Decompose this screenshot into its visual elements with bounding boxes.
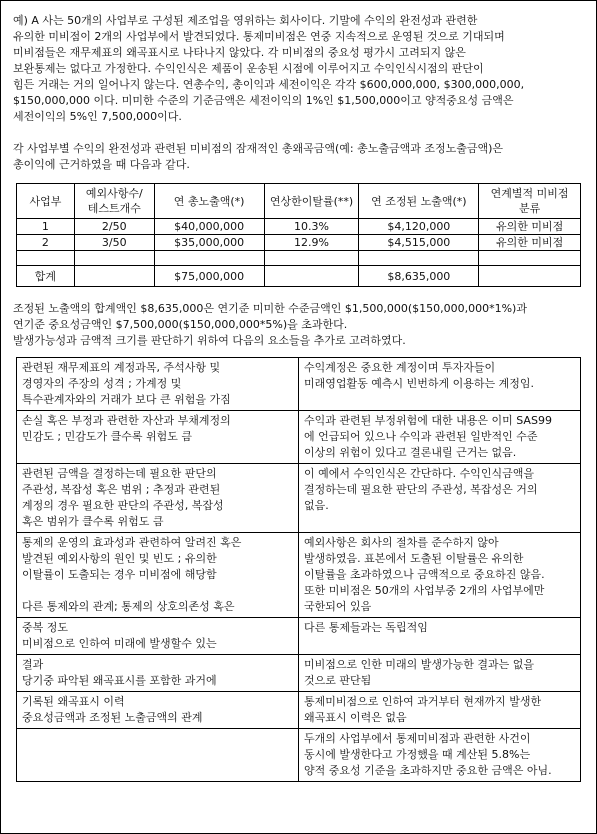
factor-line: 국한되어 있음 [304, 600, 372, 613]
column-header-line: 연 조정된 노출액(*) [371, 194, 467, 208]
factor-line: 미비점으로 인하여 미래에 발생할수 있는 [22, 637, 217, 650]
factor-line: 에 언급되어 있으나 수익과 관련된 일반적인 수준 [304, 430, 538, 443]
table-cell [264, 266, 359, 287]
factor-line: 기록된 왜곡표시 이력 [22, 695, 125, 708]
intro-line: $150,000,000 이다. 미미한 수준의 기준금액은 세전이익의 1%인 $1,500,000이고 양적중요성 금액은 [13, 94, 514, 107]
factor-assessment [299, 655, 581, 692]
column-header [359, 184, 479, 219]
factor-line: 미비점으로 인한 미래의 발생가능한 결과는 없을 [304, 658, 535, 671]
factor-assessment [299, 692, 581, 729]
table-cell: $40,000,000 [154, 219, 264, 235]
factor-assessment [299, 729, 581, 782]
intro-line: 예) A 사는 50개의 사업부로 구성된 제조업을 영위하는 회사이다. 기말에 수익의 완전성과 관련한 [13, 14, 478, 27]
factor-line: 또한 미비점은 50개의 사업부중 2개의 사업부에만 [304, 584, 545, 597]
factor-description [17, 618, 299, 655]
factor-line: 관련된 금액을 결정하는데 필요한 판단의 [22, 467, 217, 480]
table-cell [74, 266, 154, 287]
factor-line: 당기중 파악된 왜곡표시를 포함한 과거에 [22, 674, 217, 687]
conclusion-line: 연기준 중요성금액인 $7,500,000($150,000,000*5%)을 초과한다. [13, 318, 348, 331]
column-header-line: 테스트개수 [87, 202, 141, 215]
column-header [154, 184, 264, 219]
table-cell: 2/50 [74, 219, 154, 235]
factor-description [17, 729, 299, 782]
table-cell: 1 [17, 219, 75, 235]
factor-line: 왜곡표시 이력은 없음 [304, 711, 407, 724]
factor-line: 없음. [304, 499, 329, 512]
column-header-line: 분류 [518, 202, 541, 215]
column-header-line: 예외사항수/ [85, 187, 143, 200]
intro-line: 유의한 미비점이 2개의 사업부에서 발견되었다. 통제미비점은 연중 지속적으로 운영된 것으로 기대되며 [13, 30, 505, 43]
factor-assessment [299, 464, 581, 533]
factor-description [17, 533, 299, 618]
empty-row [17, 251, 581, 266]
table-cell: 12.9% [264, 235, 359, 251]
factor-line: 예외사항은 회사의 절차를 준수하지 않아 [304, 536, 499, 549]
table-cell: 3/50 [74, 235, 154, 251]
column-header-line: 연계별적 미비점 [490, 187, 569, 200]
table-cell [264, 251, 359, 266]
total-row [17, 266, 581, 287]
factor-description [17, 358, 299, 411]
table-cell: $4,515,000 [359, 235, 479, 251]
factor-description [17, 411, 299, 464]
table-cell [359, 251, 479, 266]
factor-row [17, 358, 581, 411]
factor-line: 다른 통제와의 관계; 통제의 상호의존성 혹은 [22, 600, 235, 613]
factor-line: 민감도 ; 민감도가 클수록 위험도 큼 [22, 430, 192, 443]
factor-line: 양적 중요성 기준을 초과하지만 중요한 금액은 아님. [304, 764, 552, 777]
conclusion-paragraph [13, 301, 586, 349]
table-cell [154, 251, 264, 266]
factor-row [17, 618, 581, 655]
spacer [22, 583, 295, 599]
table-cell: 10.3% [264, 219, 359, 235]
factor-row [17, 692, 581, 729]
conclusion-line: 조정된 노출액의 합계액인 $8,635,000은 연기준 미미한 수준금액인 $1,500,000($150,000,000*1%)과 [13, 302, 527, 315]
table-intro-line: 총이익에 근거하였을 때 다음과 같다. [13, 158, 190, 171]
table-cell [479, 251, 581, 266]
intro-line: 미비점들은 재무제표의 왜곡표시로 나타나지 않았다. 각 미비점의 중요성 평가시 고려되지 않은 [13, 46, 466, 59]
table-intro-paragraph [13, 141, 586, 173]
column-header [479, 184, 581, 219]
column-header-line: 사업부 [29, 194, 62, 208]
factor-line: 발견된 예외사항의 원인 및 빈도 ; 유의한 [22, 552, 217, 565]
factor-line: 두개의 사업부에서 통제미비점과 관련한 사건이 [304, 732, 531, 745]
table-cell: $8,635,000 [359, 266, 479, 287]
table-cell [479, 266, 581, 287]
table-row [17, 219, 581, 235]
factor-line: 이 예에서 수익인식은 간단하다. 수익인식금액을 [304, 467, 535, 480]
additional-factors-table [16, 357, 581, 782]
factor-line: 특수관계자와의 거래가 보다 큰 위험을 가짐 [22, 393, 231, 406]
conclusion-line: 발생가능성과 금액적 크기를 판단하기 위하여 다음의 요소들을 추가로 고려하였다. [13, 334, 406, 347]
column-header-line: 연상한이탈률(**) [269, 194, 354, 208]
exposure-summary-table [16, 183, 581, 287]
table-cell: 유의한 미비점 [479, 219, 581, 235]
table-row [17, 235, 581, 251]
table-cell: 합계 [17, 266, 75, 287]
table-cell: 2 [17, 235, 75, 251]
factor-assessment [299, 358, 581, 411]
factor-line: 중요성금액과 조정된 노출금액의 관계 [22, 711, 203, 724]
factor-line: 주관성, 복잡성 혹은 범위 ; 추정과 관련된 [22, 483, 221, 496]
factor-line: 다른 통제들과는 독립적임 [304, 621, 428, 634]
column-header [17, 184, 75, 219]
factor-line: 미래영업활동 예측시 빈번하게 이용하는 계정임. [304, 377, 535, 390]
column-header [74, 184, 154, 219]
factor-line: 이상의 위험이 있다고 결론내릴 근거는 없음. [304, 446, 517, 459]
factor-line: 손실 혹은 부정과 관련한 자산과 부채계정의 [22, 414, 231, 427]
factor-line: 중복 정도 [22, 621, 69, 634]
factor-row [17, 655, 581, 692]
factor-line: 동시에 발생한다고 가정했을 때 계산된 5.8%는 [304, 748, 531, 761]
intro-line: 보완통제는 없다고 가정한다. 수익인식은 제품이 운송된 시점에 이루어지고 수익인식시점의 판단이 [13, 62, 484, 75]
factor-assessment [299, 618, 581, 655]
factor-row [17, 464, 581, 533]
table-cell: $75,000,000 [154, 266, 264, 287]
factor-line: 수익계정은 중요한 계정이며 투자자들이 [304, 361, 496, 374]
factor-row [17, 729, 581, 782]
factor-line: 관련된 재무제표의 계정과목, 주석사항 및 [22, 361, 221, 374]
table-cell: $4,120,000 [359, 219, 479, 235]
intro-line: 힘든 거래는 거의 일어나지 않는다. 연총수익, 총이익과 세전이익은 각각 $600,000,000, $300,000,000, [13, 78, 525, 91]
factor-line: 것으로 판단됨 [304, 674, 372, 687]
factor-assessment [299, 411, 581, 464]
intro-line: 세전이익의 5%인 7,500,000이다. [13, 110, 182, 123]
factor-line: 계정의 경우 필요한 판단의 주관성, 복잡성 [22, 499, 224, 512]
factor-assessment [299, 533, 581, 618]
column-header [264, 184, 359, 219]
factor-description [17, 655, 299, 692]
factor-line: 결정하는데 필요한 판단의 주관성, 복잡성은 거의 [304, 483, 538, 496]
table-intro-line: 각 사업부별 수익의 완전성과 관련된 미비점의 잠재적인 총왜곡금액(예: 총노출금액과 조정노출금액)은 [13, 142, 504, 155]
factor-row [17, 411, 581, 464]
factor-row [17, 533, 581, 618]
factor-line: 발생하였음. 표본에서 도출된 이탈률은 유의한 [304, 552, 524, 565]
factor-line: 경영자의 주장의 성격 ; 가계정 및 [22, 377, 182, 390]
factor-line: 수익과 관련된 부정위험에 대한 내용은 이미 SAS99 [304, 414, 552, 427]
table-cell: $35,000,000 [154, 235, 264, 251]
factor-line: 통제의 운영의 효과성과 관련하여 알려진 혹은 [22, 536, 242, 549]
table-cell [17, 251, 75, 266]
intro-paragraph [13, 13, 586, 125]
factor-line: 통제미비점으로 인하여 과거부터 현재까지 발생한 [304, 695, 542, 708]
column-header-line: 연 총노출액(*) [173, 194, 245, 208]
table-header-row [17, 184, 581, 219]
factor-line: 혹은 범위가 클수록 위험도 큼 [22, 515, 164, 528]
table-cell: 유의한 미비점 [479, 235, 581, 251]
factor-line: 결과 [22, 658, 44, 671]
factor-description [17, 464, 299, 533]
factor-line: 이탈률을 초과하였으나 금액적으로 중요하진 않음. [304, 568, 545, 581]
factor-description [17, 692, 299, 729]
factor-line: 이탈률이 도출되는 경우 미비점에 해당함 [22, 568, 217, 581]
table-cell [74, 251, 154, 266]
